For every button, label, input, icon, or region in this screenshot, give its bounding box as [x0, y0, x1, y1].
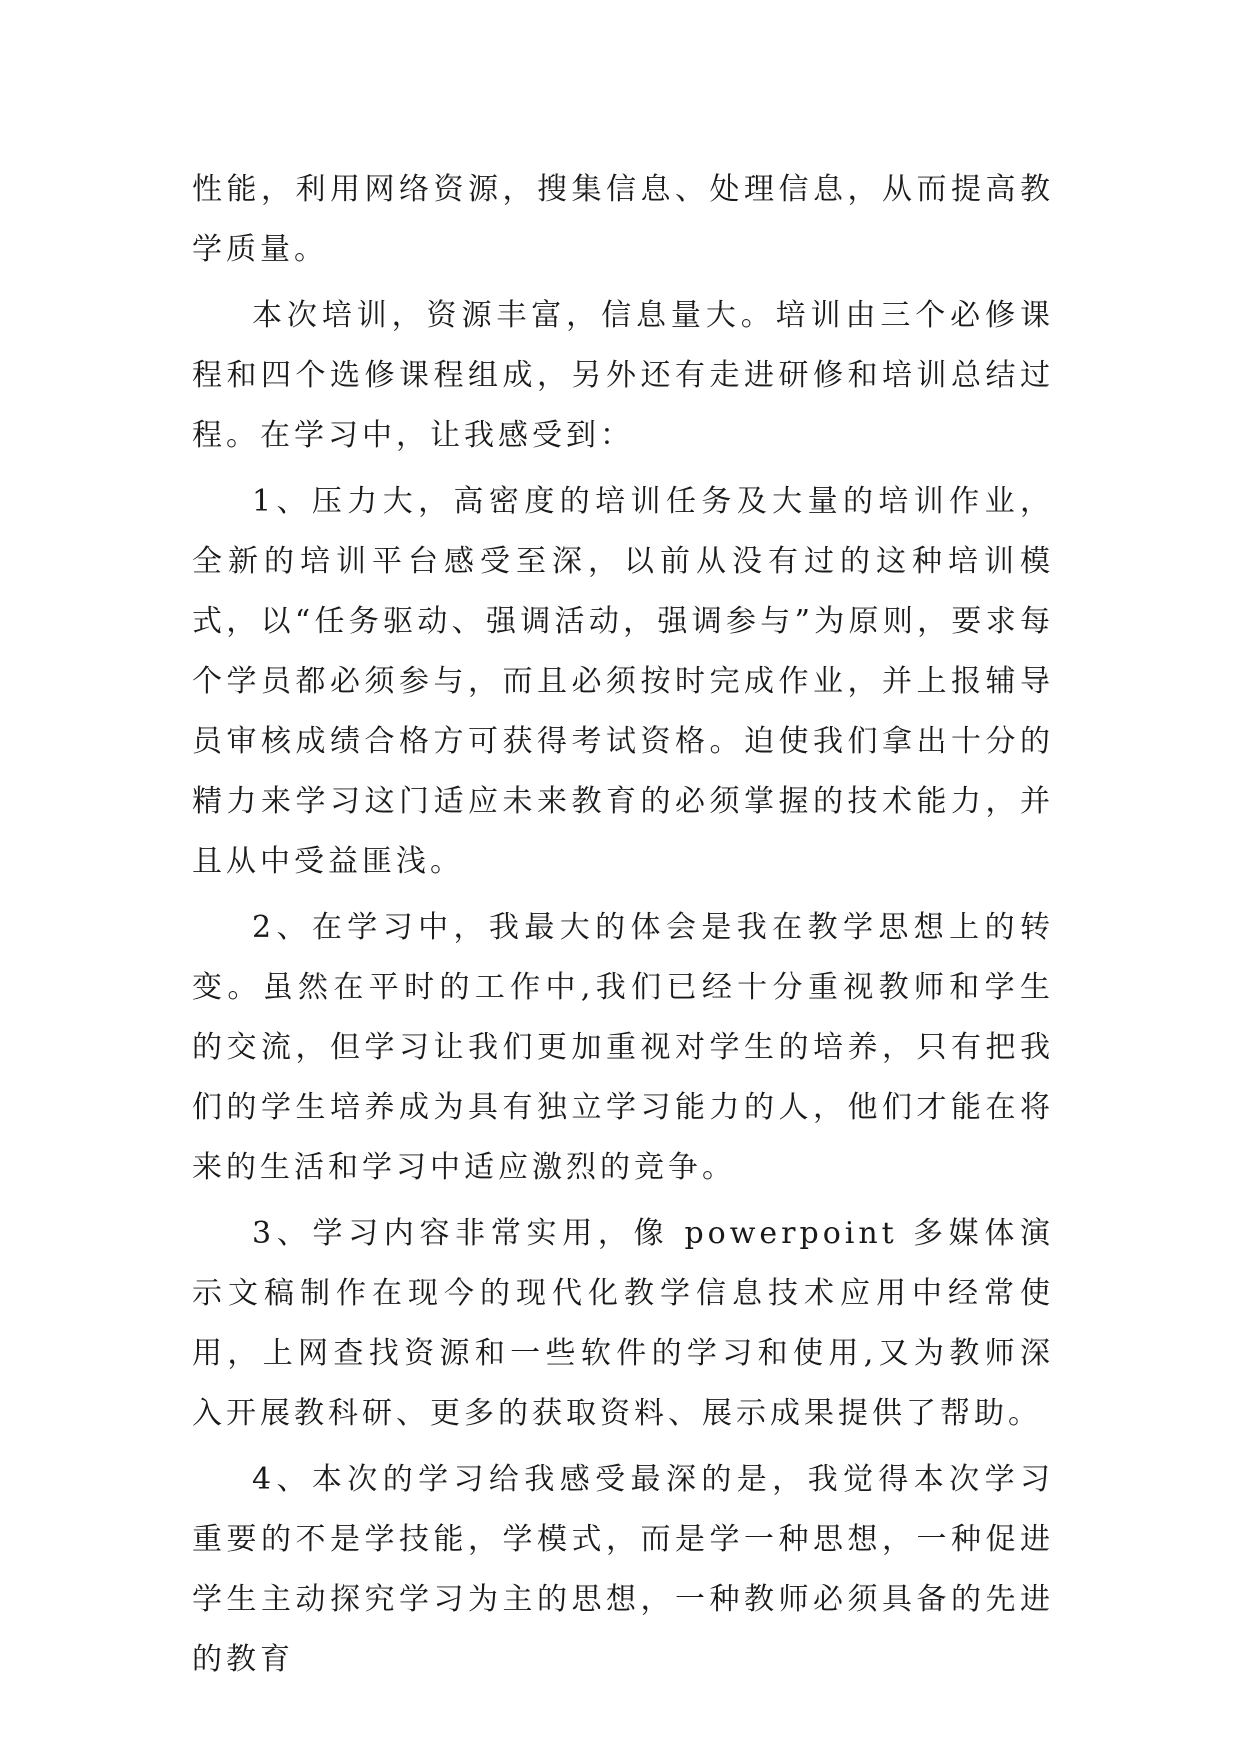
- paragraph-point-2: 2、在学习中，我最大的体会是我在教学思想上的转变。虽然在平时的工作中,我们已经十分重视教师和学生的交流，但学习让我们更加重视对学生的培养，只有把我们的学生培养成为具有独立学习能力的人，他们才能在将来的生活和学习中适应激烈的竞争。: [192, 910, 1054, 1185]
- paragraph-point-3: 3、学习内容非常实用，像 powerpoint 多媒体演示文稿制作在现今的现代化教学信息技术应用中经常使用，上网查找资源和一些软件的学习和使用,又为教师深入开展教科研、更多的获取资料、展示成果提供了帮助。: [192, 1216, 1054, 1431]
- paragraph-point-1: 1、压力大，高密度的培训任务及大量的培训作业，全新的培训平台感受至深，以前从没有过的这种培训模式，以“任务驱动、强调活动，强调参与”为原则，要求每个学员都必须参与，而且必须按时完成作业，并上报辅导员审核成绩合格方可获得考试资格。迫使我们拿出十分的精力来学习这门适应未来教育的必须掌握的技术能力，并且从中受益匪浅。: [192, 484, 1054, 879]
- paragraph-training-overview: 本次培训，资源丰富，信息量大。培训由三个必修课程和四个选修课程组成，另外还有走进研修和培训总结过程。在学习中，让我感受到：: [192, 298, 1054, 453]
- paragraph-continuation: 性能，利用网络资源，搜集信息、处理信息，从而提高教学质量。: [192, 172, 1054, 267]
- document-body: [192, 160, 1054, 1696]
- paragraph-point-4: 4、本次的学习给我感受最深的是，我觉得本次学习重要的不是学技能，学模式，而是学一种思想，一种促进学生主动探究学习为主的思想，一种教师必须具备的先进的教育: [192, 1462, 1054, 1677]
